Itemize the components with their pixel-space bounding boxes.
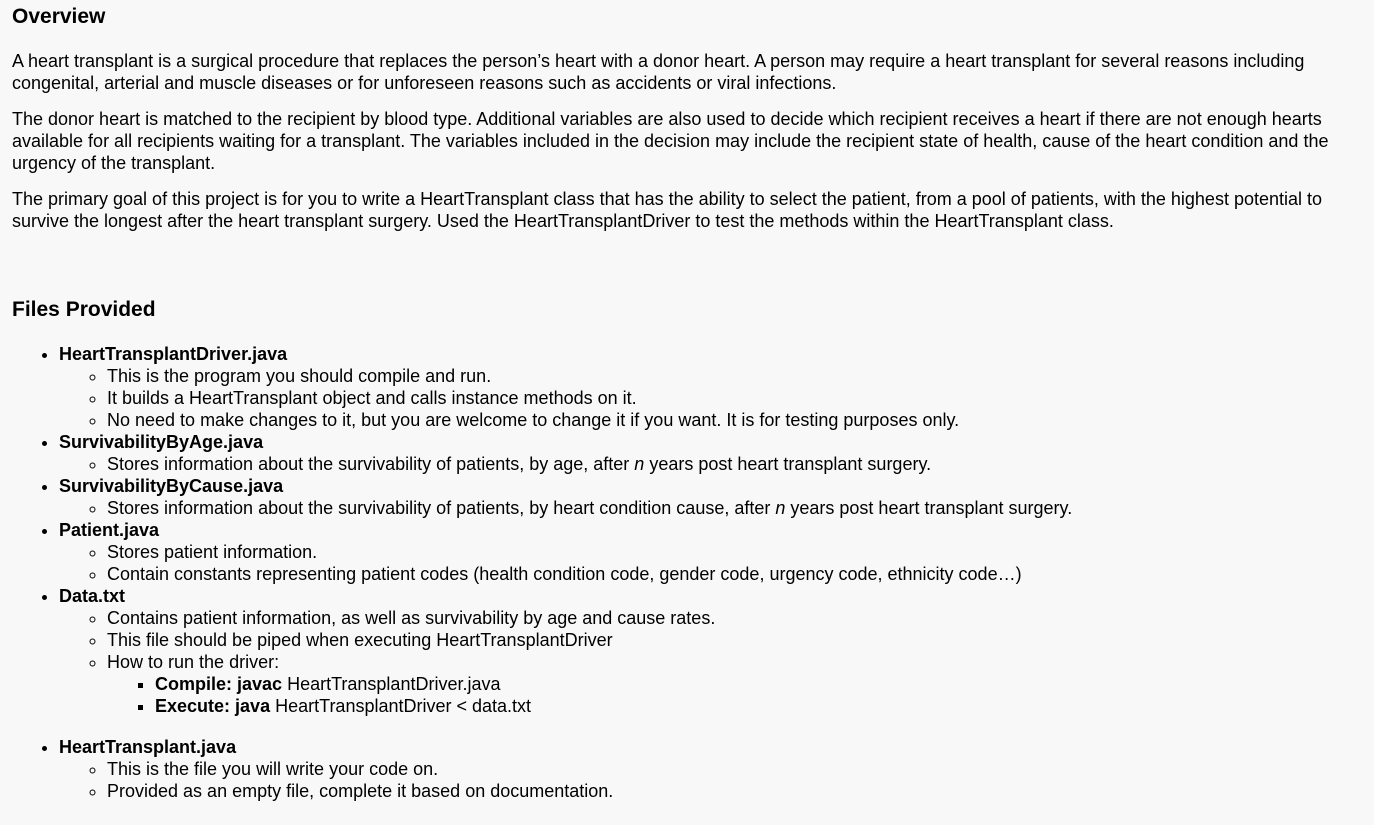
execute-command [155,695,1362,717]
file-details [59,758,1362,802]
detail-italic: n [775,498,786,518]
overview-heading: Overview [12,5,106,28]
command-label: Execute: [155,696,236,716]
detail-item: ◦ This file should be piped when executing HeartTransplantDriver [107,629,1362,651]
file-item-data [59,585,1362,717]
detail-text: Stores information about the survivability of patients, by age, after [107,454,635,474]
file-name: Data.txt [59,586,126,606]
overview-paragraph-2: The donor heart is matched to the recipient by blood type. Additional variables are also used to decide which recipient receives a heart if there are not enough hearts available for all recipients waiting for a transplant. The variables included in the decision may include the recipient state of health, cause of the heart condition and the urgency of the transplant. [12,109,1329,173]
command-args: HeartTransplantDriver < data.txt [270,696,532,716]
detail-item: ◦ It builds a HeartTransplant object and calls instance methods on it. [107,387,1362,409]
detail-text: Stores information about the survivability of patients, by heart condition cause, after [107,498,776,518]
detail-item: ◦ Stores patient information. [107,541,1362,563]
detail-item [107,651,1362,717]
file-details [59,365,1362,431]
detail-text: years post heart transplant surgery. [644,454,932,474]
command-binary: java [235,696,271,716]
detail-text: years post heart transplant surgery. [785,498,1073,518]
file-name: HeartTransplantDriver.java [59,344,288,364]
file-item-driver [59,343,1362,431]
detail-item: ◦ Contain constants representing patient codes (health condition code, gender code, urgency code, ethnicity code…) [107,563,1362,585]
detail-item: ◦ Contains patient information, as well as survivability by age and cause rates. [107,607,1362,629]
detail-item: ◦ This is the program you should compile and run. [107,365,1362,387]
detail-item: ◦ Provided as an empty file, complete it based on documentation. [107,780,1362,802]
command-label: Compile: [155,674,238,694]
file-name: HeartTransplant.java [59,737,237,757]
detail-item [107,453,1362,475]
command-binary: javac [237,674,283,694]
detail-item [107,497,1362,519]
files-list [12,343,1362,802]
run-commands [107,673,1362,717]
overview-paragraph-3: The primary goal of this project is for you to write a HeartTransplant class that has the ability to select the patient, from a pool of patients, with the highest potential to survive the longest after the heart transplant surgery. Used the HeartTransplantDriver to test the methods within the HeartTransplant class. [12,189,1323,231]
file-details [59,497,1362,519]
detail-item: ◦ No need to make changes to it, but you are welcome to change it if you want. It is for testing purposes only. [107,409,1362,431]
command-args: HeartTransplantDriver.java [282,674,501,694]
file-details [59,541,1362,585]
file-item-survivability-by-cause [59,475,1362,519]
compile-command [155,673,1362,695]
file-item-heart-transplant [59,736,1362,802]
file-details [59,453,1362,475]
file-item-patient [59,519,1362,585]
detail-text: How to run the driver: [107,652,280,672]
file-name: SurvivabilityByCause.java [59,476,284,496]
detail-italic: n [634,454,645,474]
file-name: SurvivabilityByAge.java [59,432,264,452]
files-heading: Files Provided [12,298,156,321]
overview-paragraph-1: A heart transplant is a surgical procedure that replaces the person’s heart with a donor heart. A person may require a heart transplant for several reasons including congenital, arterial and muscle diseases or for unforeseen reasons such as accidents or viral infections. [12,51,1305,93]
file-name: Patient.java [59,520,160,540]
detail-item: ◦ This is the file you will write your code on. [107,758,1362,780]
file-item-survivability-by-age [59,431,1362,475]
file-details [59,607,1362,717]
